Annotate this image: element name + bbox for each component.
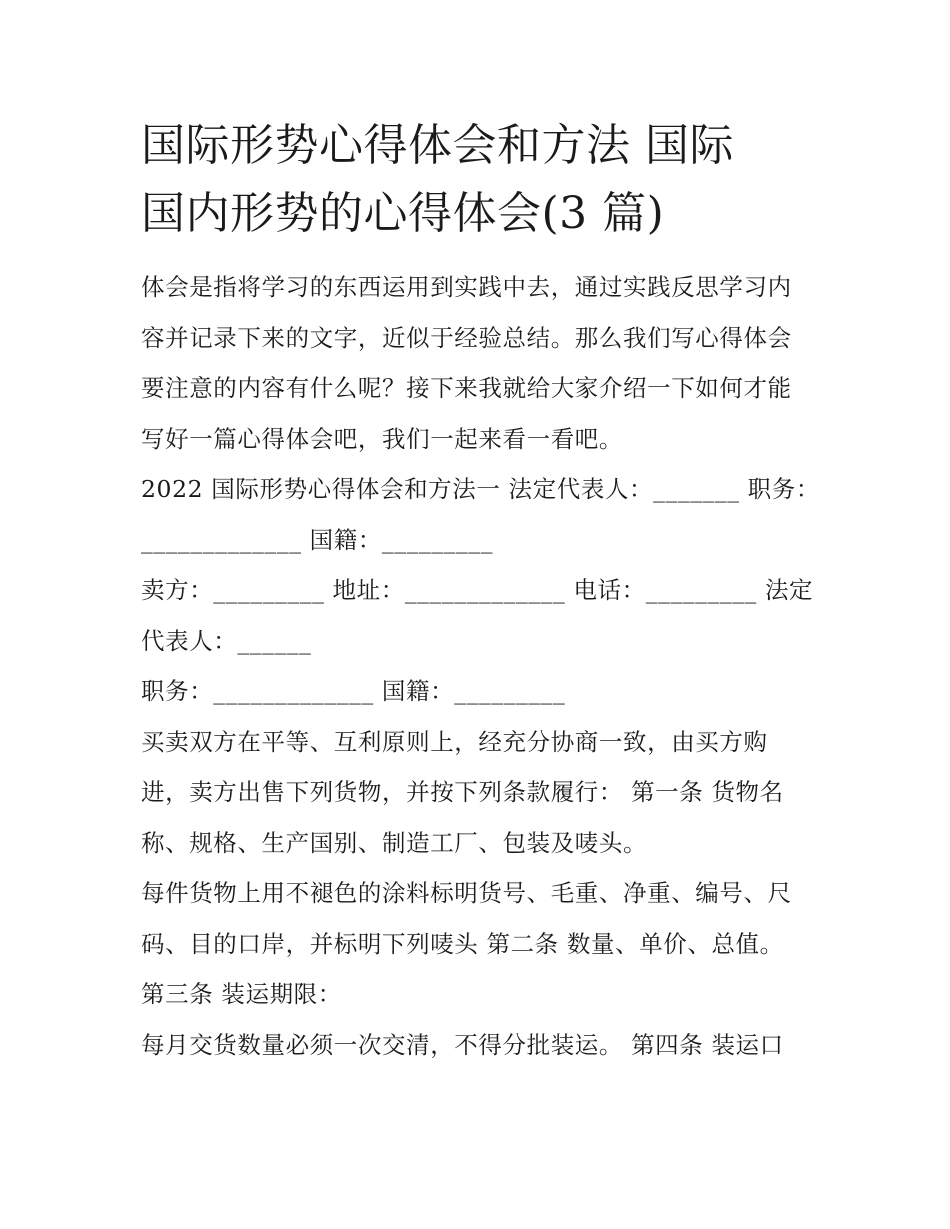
text-line: 2022 国际形势心得体会和方法一 法定代表人：_______ 职务： (141, 475, 820, 503)
title-line: 国内形势的心得体会(3 篇) (141, 188, 665, 239)
agreement-paragraph (141, 717, 821, 869)
text-line: 体会是指将学习的东西运用到实践中去，通过实践反思学习内 (141, 273, 792, 301)
position-paragraph (141, 666, 821, 717)
text-line: _____________ 国籍：_________ (141, 525, 494, 554)
document-body (141, 112, 821, 1070)
text-line: 码、目的口岸，并标明下列唛头 第二条 数量、单价、总值。 (141, 929, 784, 958)
text-line: 写好一篇心得体会吧，我们一起来看一看吧。 (141, 424, 623, 453)
title-line: 国际形势心得体会和方法 国际 (141, 120, 734, 171)
marking-paragraph (141, 868, 821, 969)
text-line: 职务：_____________ 国籍：_________ (141, 677, 566, 705)
text-line: 卖方：_________ 地址：_____________ 电话：_________ 法定 (141, 576, 814, 604)
shipping-term-paragraph (141, 969, 821, 1020)
text-line: 代表人：______ (141, 626, 312, 655)
text-line: 每月交货数量必须一次交清，不得分批装运。 第四条 装运口 (141, 1030, 784, 1059)
text-line: 称、规格、生产国别、制造工厂、包装及唛头。 (141, 828, 648, 857)
text-line: 买卖双方在平等、互利原则上，经充分协商一致，由买方购 (141, 727, 768, 756)
seller-paragraph (141, 565, 821, 666)
text-line: 每件货物上用不褪色的涂料标明货号、毛重、净重、编号、尺 (141, 879, 792, 907)
delivery-paragraph (141, 1020, 821, 1071)
text-line: 容并记录下来的文字，近似于经验总结。那么我们写心得体会 (141, 323, 792, 352)
intro-paragraph (141, 262, 821, 464)
document-title (141, 112, 821, 248)
representative-paragraph (141, 464, 821, 565)
text-line: 要注意的内容有什么呢？接下来我就给大家介绍一下如何才能 (141, 374, 792, 402)
text-line: 进，卖方出售下列货物，并按下列条款履行： 第一条 货物名 (141, 778, 784, 806)
text-line: 第三条 装运期限： (141, 980, 342, 1008)
